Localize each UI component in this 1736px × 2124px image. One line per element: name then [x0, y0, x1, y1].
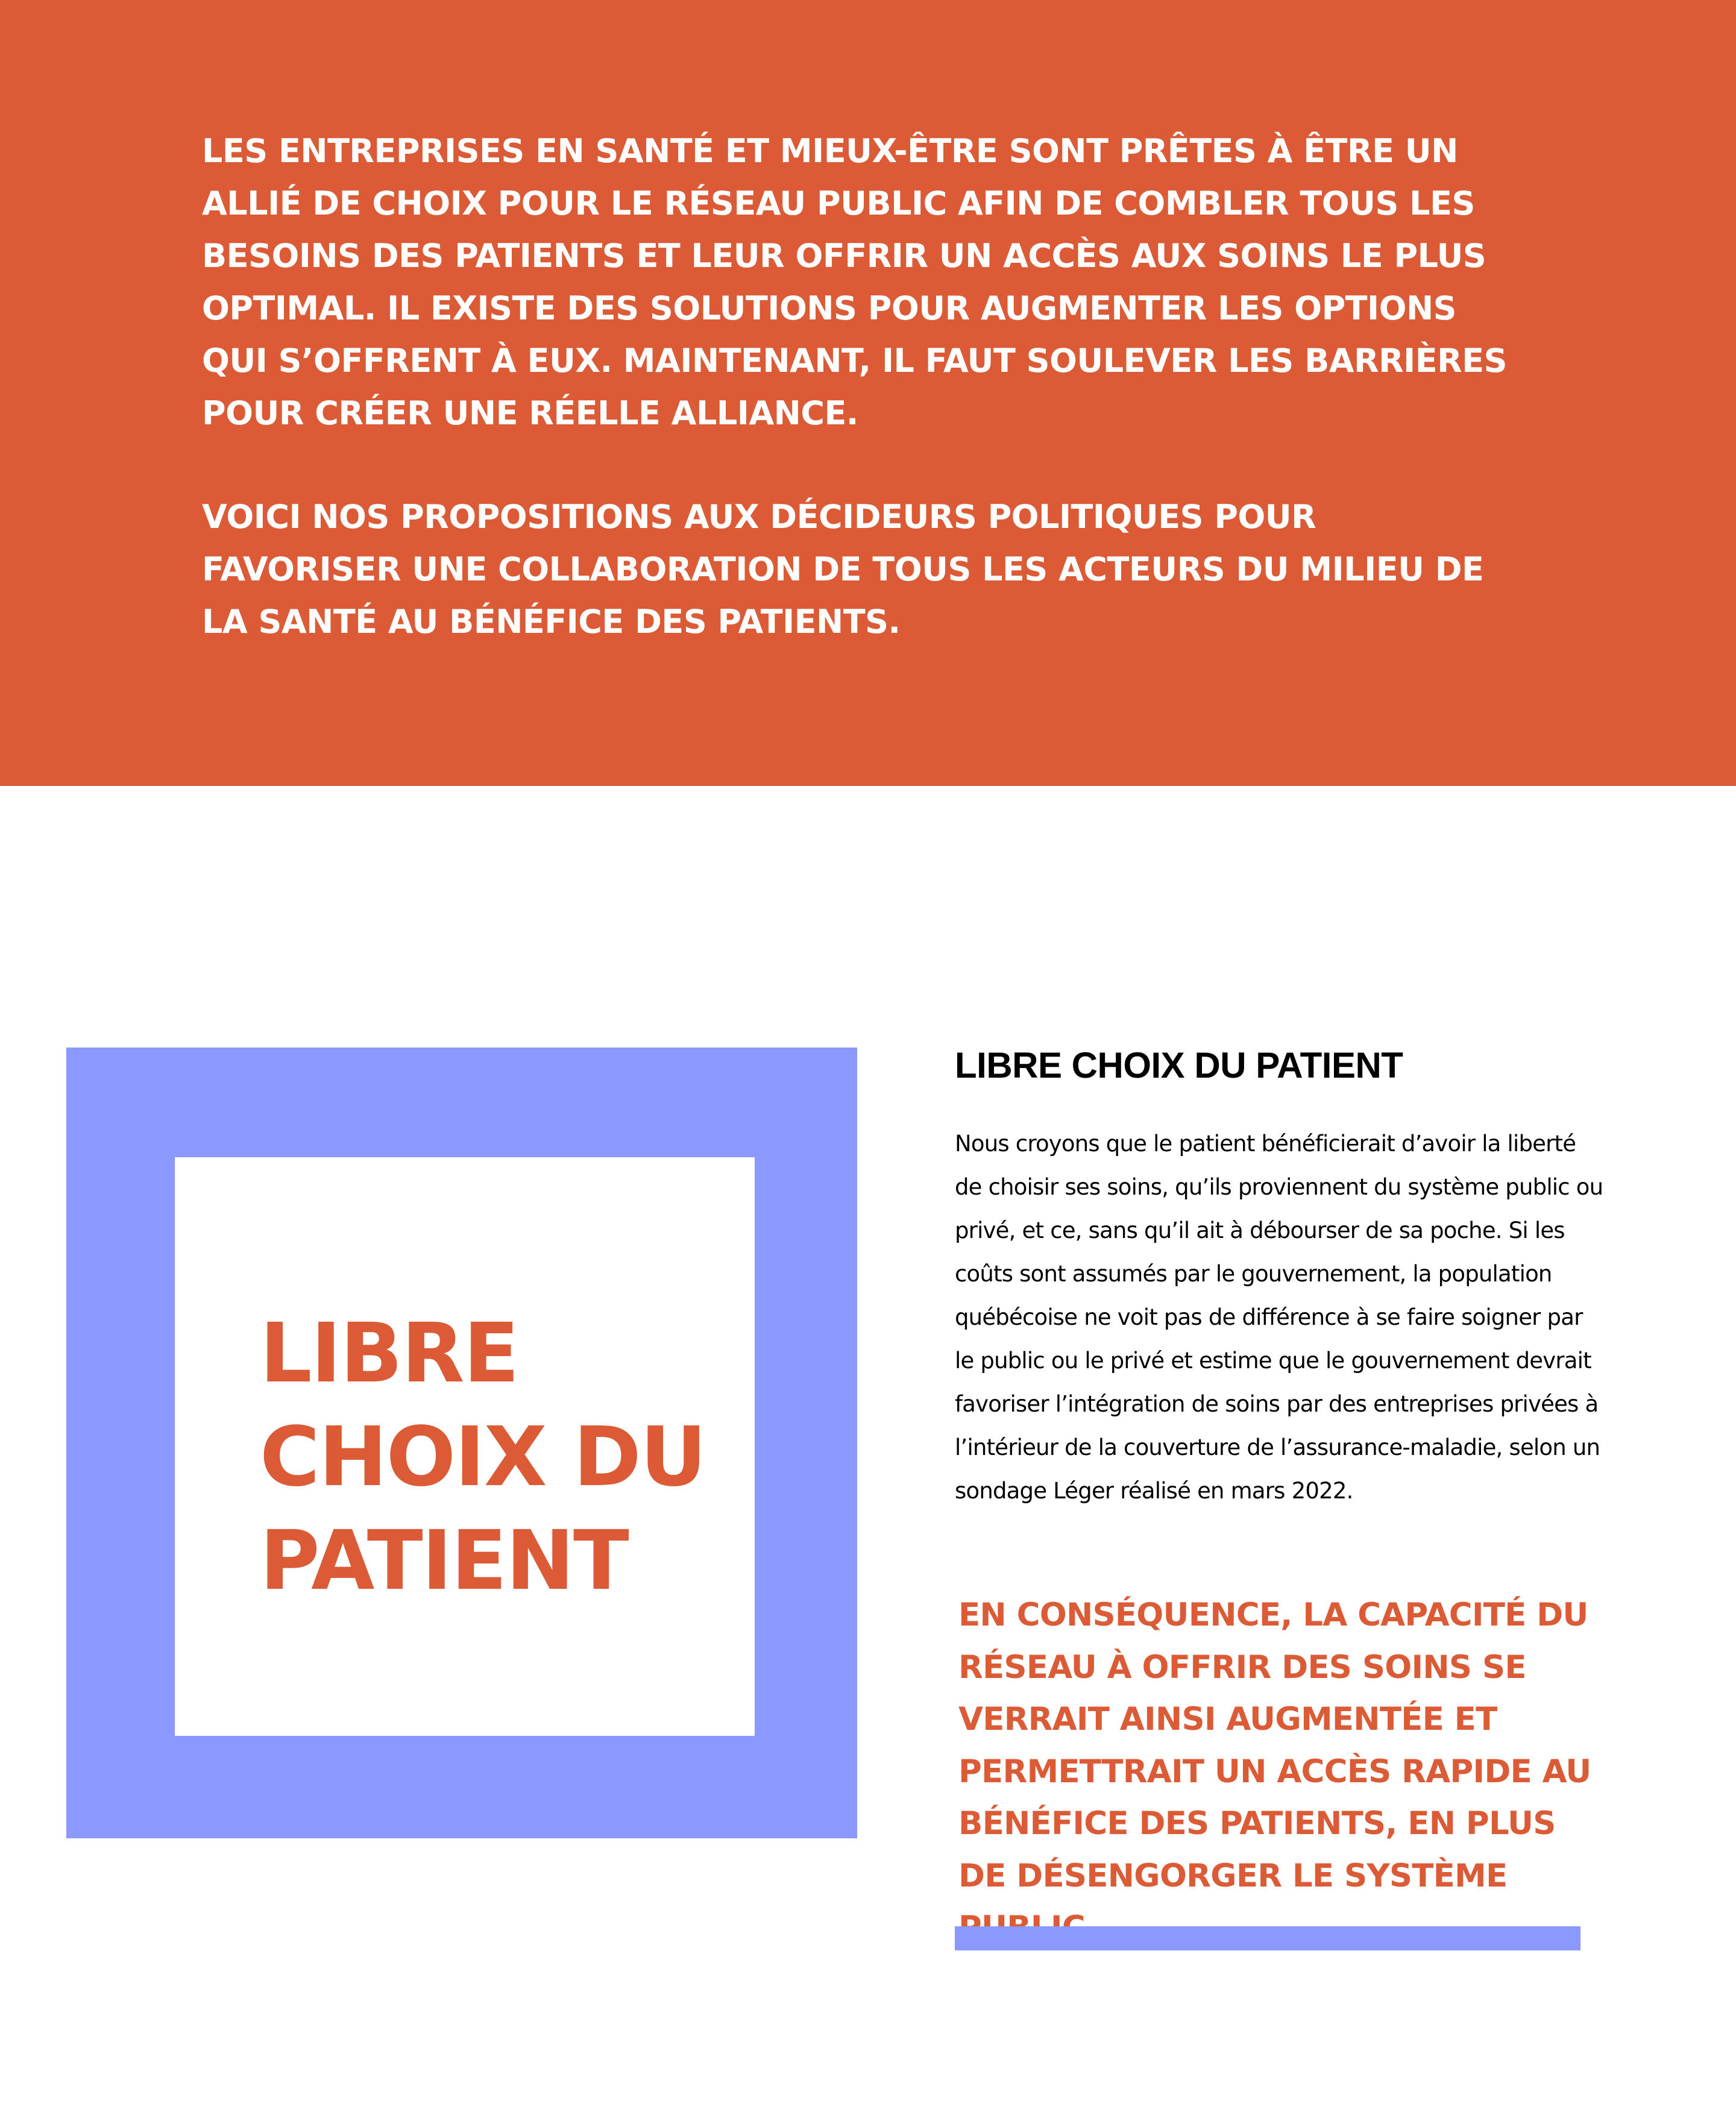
- intro-banner: [0, 0, 1736, 786]
- accent-bar-divider: [955, 1926, 1580, 1950]
- proposals-intro-paragraph: VOICI NOS PROPOSITIONS AUX DÉCIDEURS POLITIQUES POUR FAVORISER UNE COLLABORATION DE TOUS LES ACTEURS DU MILIEU DE LA SANTÉ AU BÉNÉFICE DES PATIENTS.: [202, 498, 1484, 641]
- section-highlight-text: EN CONSÉQUENCE, LA CAPACITÉ DU RÉSEAU À OFFRIR DES SOINS SE VERRAIT AINSI AUGMENTÉE ET PERMETTRAIT UN ACCÈS RAPIDE AU BÉNÉFICE DES PATIENTS, EN PLUS DE DÉSENGORGER LE SYSTÈME: [958, 1597, 1591, 1894]
- feature-frame: [66, 1048, 857, 1838]
- feature-frame-panel: [175, 1157, 755, 1736]
- section-heading: LIBRE CHOIX DU PATIENT: [955, 1045, 1403, 1086]
- section-body-text: Nous croyons que le patient bénéficierait d’avoir la liberté de choisir ses soins, qu’ils proviennent du système public ou privé, et ce, sans qu’il ait à débourser de sa poche. Si les coûts sont assumés par le gouvernement, la population québécoise ne voit pas de différence à se faire soigner par le public ou le privé et estime que le gouvernement devrait favoriser l’intégration de soins par des entreprises privées à l’intérieur de la couverture de l’assurance-maladie, selon un sondage Léger réalisé en mars 2022.: [955, 1131, 1603, 1504]
- intro-paragraph: LES ENTREPRISES EN SANTÉ ET MIEUX-ÊTRE SONT PRÊTES À ÊTRE UN ALLIÉ DE CHOIX POUR LE RÉSEAU PUBLIC AFIN DE COMBLER TOUS LES BESOINS DES PATIENTS ET LEUR OFFRIR UN ACCÈS AUX SOINS LE PLUS OPTIMAL. IL EXISTE DES SOLUTIONS POUR AUGMENTER LES OPTIONS QUI S’OFFRENT À EUX. MAINTENANT, IL FAUT SOULEVER LES BARRIÈRES POUR CRÉER UNE RÉELLE ALLIANCE.: [202, 132, 1508, 432]
- feature-frame-title: LIBRE CHOIX DU PATIENT: [260, 1306, 706, 1609]
